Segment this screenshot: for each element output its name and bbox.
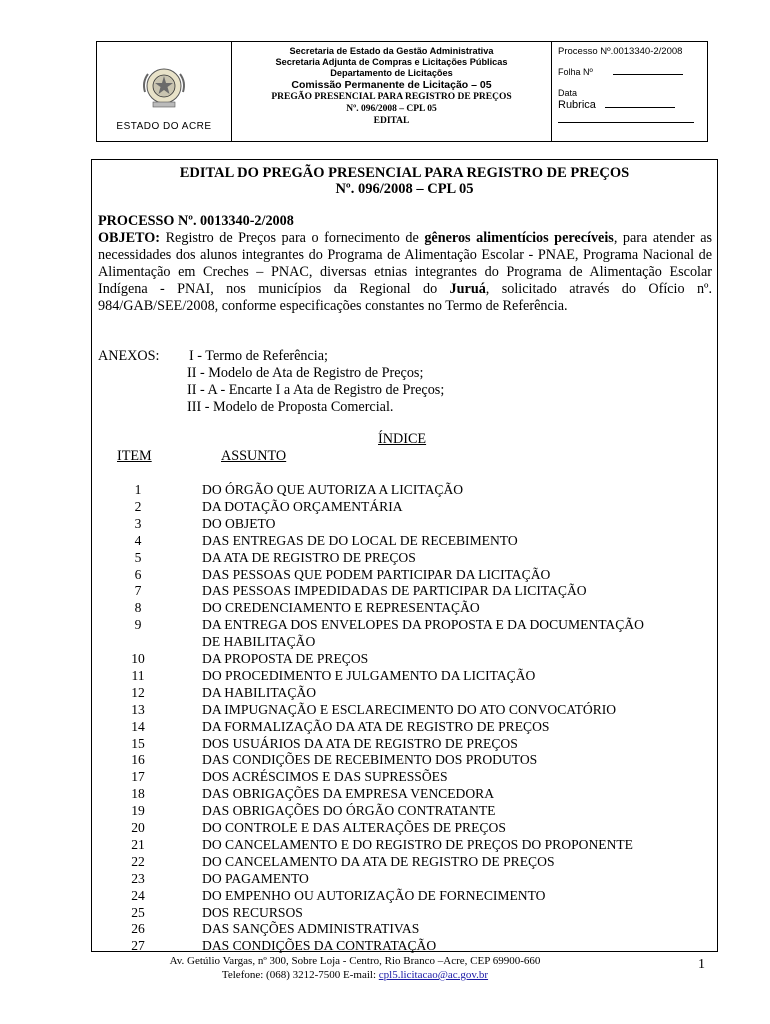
- rubrica-label: Rubrica: [558, 99, 596, 111]
- header-line-2: Secretaria Adjunta de Compras e Licitações Públicas: [275, 57, 508, 67]
- objeto-bold: gêneros alimentícios perecíveis: [424, 230, 614, 246]
- processo-heading: PROCESSO Nº. 0013340-2/2008: [98, 213, 294, 229]
- folha-field: [558, 67, 683, 77]
- toc-item-title: DO CANCELAMENTO DA ATA DE REGISTRO DE PREÇOS: [202, 853, 555, 869]
- toc-item-title: DA ENTREGA DOS ENVELOPES DA PROPOSTA E DA DOCUMENTAÇÃO: [202, 617, 644, 633]
- objeto-text-b: , para atender as necessidades dos alunos integrantes do Programa de Alimentação Escolar - PNAE, Programa Nacional de Alimentação em Creches – PNAC, diversas etnias integrantes do Programa de Alimentação Escolar Indígena - PNAI, nos municípios da Regional do: [98, 230, 713, 298]
- objeto-label: OBJETO:: [98, 230, 161, 246]
- toc-item-title: DO CREDENCIAMENTO E REPRESENTAÇÃO: [202, 600, 480, 616]
- toc-item-number: 17: [131, 769, 145, 785]
- signature-line: [558, 122, 694, 123]
- anexo-item: I - Termo de Referência;: [189, 348, 328, 364]
- toc-item-number: 5: [134, 549, 142, 565]
- toc-item-title: DO CONTROLE E DAS ALTERAÇÕES DE PREÇOS: [202, 820, 506, 835]
- toc-item-number: 23: [131, 870, 145, 886]
- header-line-1: Secretaria de Estado da Gestão Administrativa: [289, 46, 494, 56]
- anexo-item: III - Modelo de Proposta Comercial.: [187, 399, 394, 415]
- header-line-7: EDITAL: [373, 116, 410, 126]
- toc-item-title: DA HABILITAÇÃO: [202, 684, 317, 700]
- toc-item-number: 15: [131, 735, 145, 751]
- toc-item-title: DOS ACRÉSCIMOS E DAS SUPRESSÕES: [202, 769, 448, 785]
- toc-item-number: 11: [131, 667, 145, 683]
- toc-item-title: DO PAGAMENTO: [202, 870, 309, 886]
- toc-item-title: DO OBJETO: [202, 515, 276, 531]
- state-seal-icon: [139, 62, 189, 112]
- header-line-3: Departamento de Licitações: [330, 68, 453, 78]
- toc-item-number: 22: [131, 853, 145, 869]
- document-header: [96, 41, 708, 142]
- header-process-cell: [552, 42, 707, 141]
- anexos-label: ANEXOS:: [98, 348, 160, 364]
- toc-item-title: DAS PESSOAS QUE PODEM PARTICIPAR DA LICITAÇÃO: [202, 566, 551, 582]
- header-line-6: Nº. 096/2008 – CPL 05: [346, 104, 437, 114]
- data-label: Data: [558, 88, 578, 98]
- toc-item-title: DA ATA DE REGISTRO DE PREÇOS: [202, 549, 416, 565]
- anexo-item: II - Modelo de Ata de Registro de Preços;: [187, 365, 424, 381]
- toc-item-title: DO PROCEDIMENTO E JULGAMENTO DA LICITAÇÃO: [202, 667, 536, 683]
- footer-contact: [100, 969, 610, 981]
- toc-item-title: DO ÓRGÃO QUE AUTORIZA A LICITAÇÃO: [202, 482, 464, 497]
- header-agency-cell: [232, 42, 552, 141]
- toc-item-title: DA FORMALIZAÇÃO DA ATA DE REGISTRO DE PREÇOS: [202, 718, 550, 734]
- toc-item-title: DAS CONDIÇÕES DA CONTRATAÇÃO: [202, 938, 437, 954]
- rubrica-blank: [605, 107, 675, 108]
- toc-item-number: 27: [131, 938, 145, 954]
- toc-item-title: DAS OBRIGAÇÕES DO ÓRGÃO CONTRATANTE: [202, 803, 496, 819]
- header-logo-cell: [97, 42, 232, 141]
- toc-item-number: 8: [134, 600, 142, 616]
- header-line-5: PREGÃO PRESENCIAL PARA REGISTRO DE PREÇOS: [271, 92, 512, 102]
- toc-item-number: 19: [131, 803, 145, 819]
- footer-email-link[interactable]: cpl5.licitacao@ac.gov.br: [378, 969, 489, 981]
- toc-item-number: 20: [131, 820, 145, 835]
- toc-item-number: 18: [131, 786, 145, 802]
- footer-address: Av. Getúlio Vargas, nº 300, Sobre Loja - Centro, Rio Branco –Acre, CEP 69900-660: [169, 955, 541, 967]
- toc-item-number: 10: [131, 651, 145, 666]
- toc-item-number: 6: [134, 566, 142, 582]
- toc-item-title: DAS ENTREGAS DE DO LOCAL DE RECEBIMENTO: [202, 532, 518, 548]
- toc-item-number: 4: [134, 532, 142, 548]
- footer-phone: Telefone: (068) 3212-7500 E-mail:: [221, 969, 379, 981]
- toc-item-number: 9: [134, 617, 142, 633]
- page-number: 1: [698, 957, 705, 972]
- toc-item-title: DA DOTAÇÃO ORÇAMENTÁRIA: [202, 498, 403, 514]
- toc-item-title: DAS CONDIÇÕES DE RECEBIMENTO DOS PRODUTOS: [202, 752, 538, 768]
- col-item-heading: ITEM: [117, 448, 152, 464]
- toc-item-number: 25: [131, 904, 145, 920]
- objeto-text-c: , solicitado através do Ofício nº. 984/GAB/SEE/2008, conforme especificações constantes no Termo de Referência.: [98, 281, 712, 315]
- col-assunto-heading: ASSUNTO: [221, 448, 287, 464]
- folha-label: Folha Nº: [558, 67, 593, 77]
- toc-item-number: 1: [134, 482, 142, 497]
- toc-item-number: 14: [131, 718, 145, 734]
- toc-item-number: 21: [131, 836, 145, 852]
- document-subtitle: Nº. 096/2008 – CPL 05: [335, 181, 474, 197]
- header-line-4: Comissão Permanente de Licitação – 05: [291, 79, 492, 91]
- folha-blank: [613, 74, 683, 75]
- toc-item-title: DO CANCELAMENTO E DO REGISTRO DE PREÇOS DO PROPONENTE: [202, 836, 633, 852]
- toc-item-number: 7: [134, 583, 142, 599]
- toc-item-title: DAS PESSOAS IMPEDIDADAS DE PARTICIPAR DA LICITAÇÃO: [202, 583, 587, 599]
- objeto-bold-2: Juruá: [449, 281, 486, 298]
- toc-item-title: DA PROPOSTA DE PREÇOS: [202, 651, 369, 666]
- toc-item-number: 12: [131, 684, 145, 700]
- toc-item-title-continuation: DE HABILITAÇÃO: [202, 634, 316, 650]
- state-name: ESTADO DO ACRE: [116, 121, 212, 132]
- objeto-text-a: Registro de Preços para o fornecimento de: [160, 230, 425, 246]
- toc-item-number: 3: [134, 515, 142, 531]
- toc-item-title: DAS OBRIGAÇÕES DA EMPRESA VENCEDORA: [202, 786, 495, 802]
- process-number: Processo Nº.0013340-2/2008: [558, 46, 683, 57]
- toc-item-number: 24: [131, 887, 145, 903]
- rubrica-field: [558, 99, 675, 111]
- toc-item-number: 2: [134, 498, 142, 514]
- toc-item-title: DOS USUÁRIOS DA ATA DE REGISTRO DE PREÇOS: [202, 735, 518, 751]
- toc-item-title: DA IMPUGNAÇÃO E ESCLARECIMENTO DO ATO CONVOCATÓRIO: [202, 701, 617, 717]
- toc-item-number: 13: [131, 701, 145, 717]
- document-title: EDITAL DO PREGÃO PRESENCIAL PARA REGISTRO DE PREÇOS: [179, 165, 630, 181]
- anexo-item: II - A - Encarte I a Ata de Registro de Preços;: [187, 382, 445, 398]
- objeto-paragraph: [98, 230, 712, 315]
- toc-item-title: DAS SANÇÕES ADMINISTRATIVAS: [202, 921, 420, 937]
- toc-item-title: DO EMPENHO OU AUTORIZAÇÃO DE FORNECIMENTO: [202, 887, 546, 903]
- toc-item-number: 16: [131, 752, 145, 768]
- toc-item-title: DOS RECURSOS: [202, 904, 303, 920]
- document-body: [91, 159, 718, 952]
- toc-item-number: 26: [131, 921, 145, 937]
- indice-heading: ÍNDICE: [378, 431, 427, 447]
